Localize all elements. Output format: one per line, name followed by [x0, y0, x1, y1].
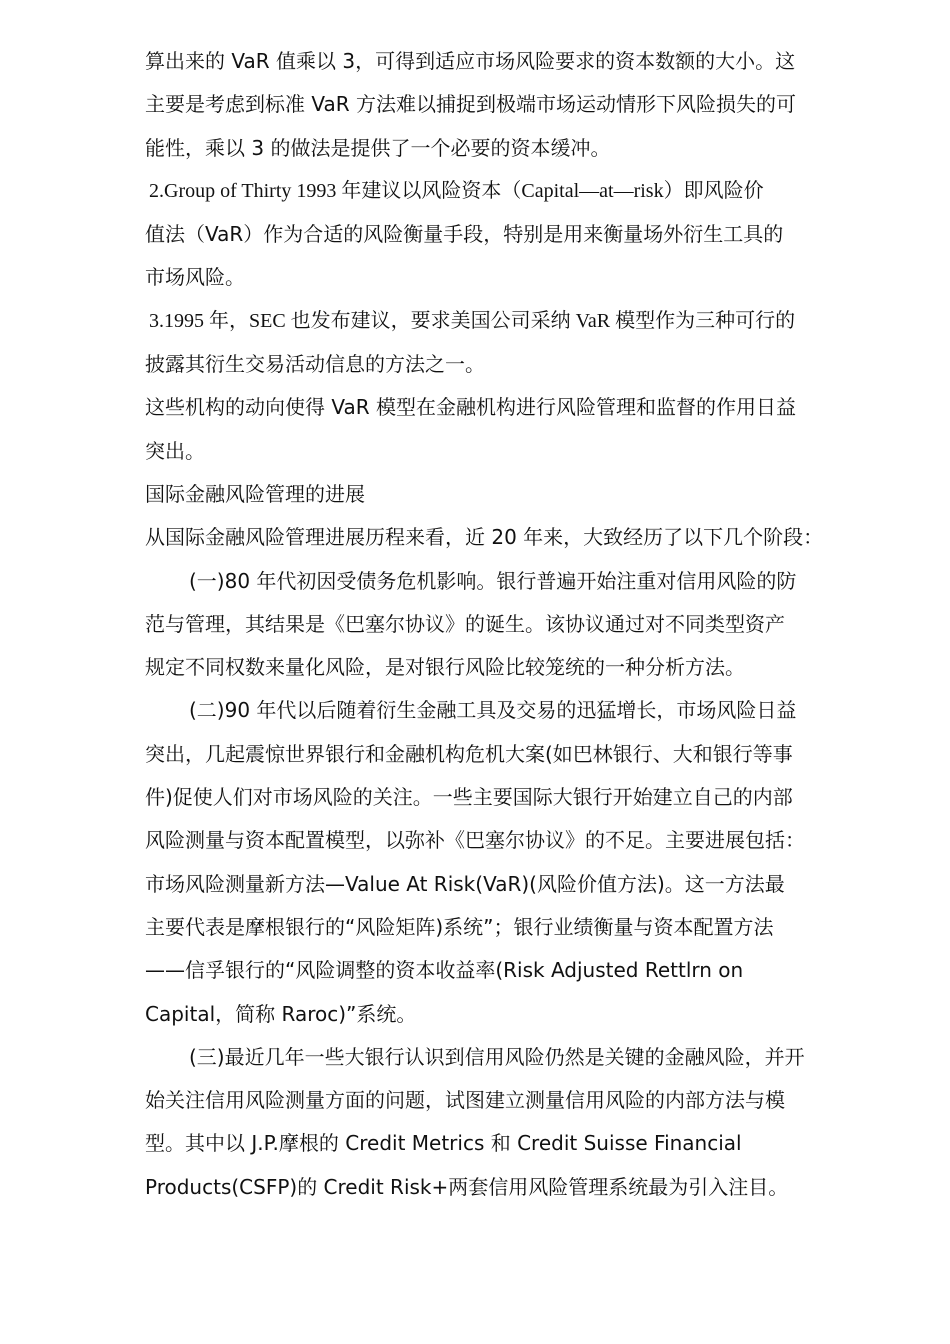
numbered-item-3: 3.1995 年，SEC 也发布建议，要求美国公司采纳 VaR 模型作为三种可行的 — [149, 309, 796, 332]
paragraph-start: (三)最近几年一些大银行认识到信用风险仍然是关键的金融风险，并开 — [189, 1044, 805, 1069]
numbered-item-2: 2.Group of Thirty 1993 年建议以风险资本（Capital—at—risk）即风险价 — [149, 179, 764, 202]
text-line: 突出，几起震惊世界银行和金融机构危机大案(如巴林银行、大和银行等事 — [145, 741, 793, 766]
text-line: 风险测量与资本配置模型，以弥补《巴塞尔协议》的不足。主要进展包括： — [145, 828, 805, 853]
text-line: 值法（VaR）作为合适的风险衡量手段，特别是用来衡量场外衍生工具的 — [145, 222, 784, 247]
text-line: 能性，乘以 3 的做法是提供了一个必要的资本缓冲。 — [145, 135, 611, 160]
text-line: 始关注信用风险测量方面的问题，试图建立测量信用风险的内部方法与模 — [145, 1088, 785, 1113]
text-line: 突出。 — [145, 438, 205, 463]
text-line: Products(CSFP)的 Credit Risk+两套信用风险管理系统最为引入注目。 — [145, 1174, 789, 1199]
text-line: 披露其衍生交易活动信息的方法之一。 — [145, 352, 485, 377]
text-line: 规定不同权数来量化风险，是对银行风险比较笼统的一种分析方法。 — [145, 655, 745, 680]
text-line: 主要代表是摩根银行的“风险矩阵)系统”；银行业绩衡量与资本配置方法 — [145, 914, 774, 939]
text-line: 主要是考虑到标准 VaR 方法难以捕捉到极端市场运动情形下风险损失的可 — [145, 92, 796, 117]
section-heading: 国际金融风险管理的进展 — [145, 481, 365, 506]
text-line: 从国际金融风险管理进展历程来看，近 20 年来，大致经历了以下几个阶段： — [145, 525, 824, 550]
paragraph-start: (一)80 年代初因受债务危机影响。银行普遍开始注重对信用风险的防 — [189, 568, 797, 593]
text-line: Capital，简称 Raroc)”系统。 — [145, 1001, 417, 1026]
text-line: 这些机构的动向使得 VaR 模型在金融机构进行风险管理和监督的作用日益 — [145, 395, 796, 420]
text-line: 市场风险。 — [145, 265, 245, 290]
text-line: 范与管理，其结果是《巴塞尔协议》的诞生。该协议通过对不同类型资产 — [145, 611, 785, 636]
paragraph-start: (二)90 年代以后随着衍生金融工具及交易的迅猛增长，市场风险日益 — [189, 698, 797, 723]
text-line: 算出来的 VaR 值乘以 3，可得到适应市场风险要求的资本数额的大小。这 — [145, 49, 796, 73]
text-line: 件)促使人们对市场风险的关注。一些主要国际大银行开始建立自己的内部 — [145, 785, 793, 810]
document-body — [145, 40, 890, 1209]
text-line: ——信孚银行的“风险调整的资本收益率(Risk Adjusted Rettlrn on — [145, 958, 744, 983]
text-line: 型。其中以 J.P.摩根的 Credit Metrics 和 Credit Suisse Financial — [145, 1131, 742, 1156]
text-line: 市场风险测量新方法—Value At Risk(VaR)(风险价值方法)。这一方法最 — [145, 871, 785, 896]
